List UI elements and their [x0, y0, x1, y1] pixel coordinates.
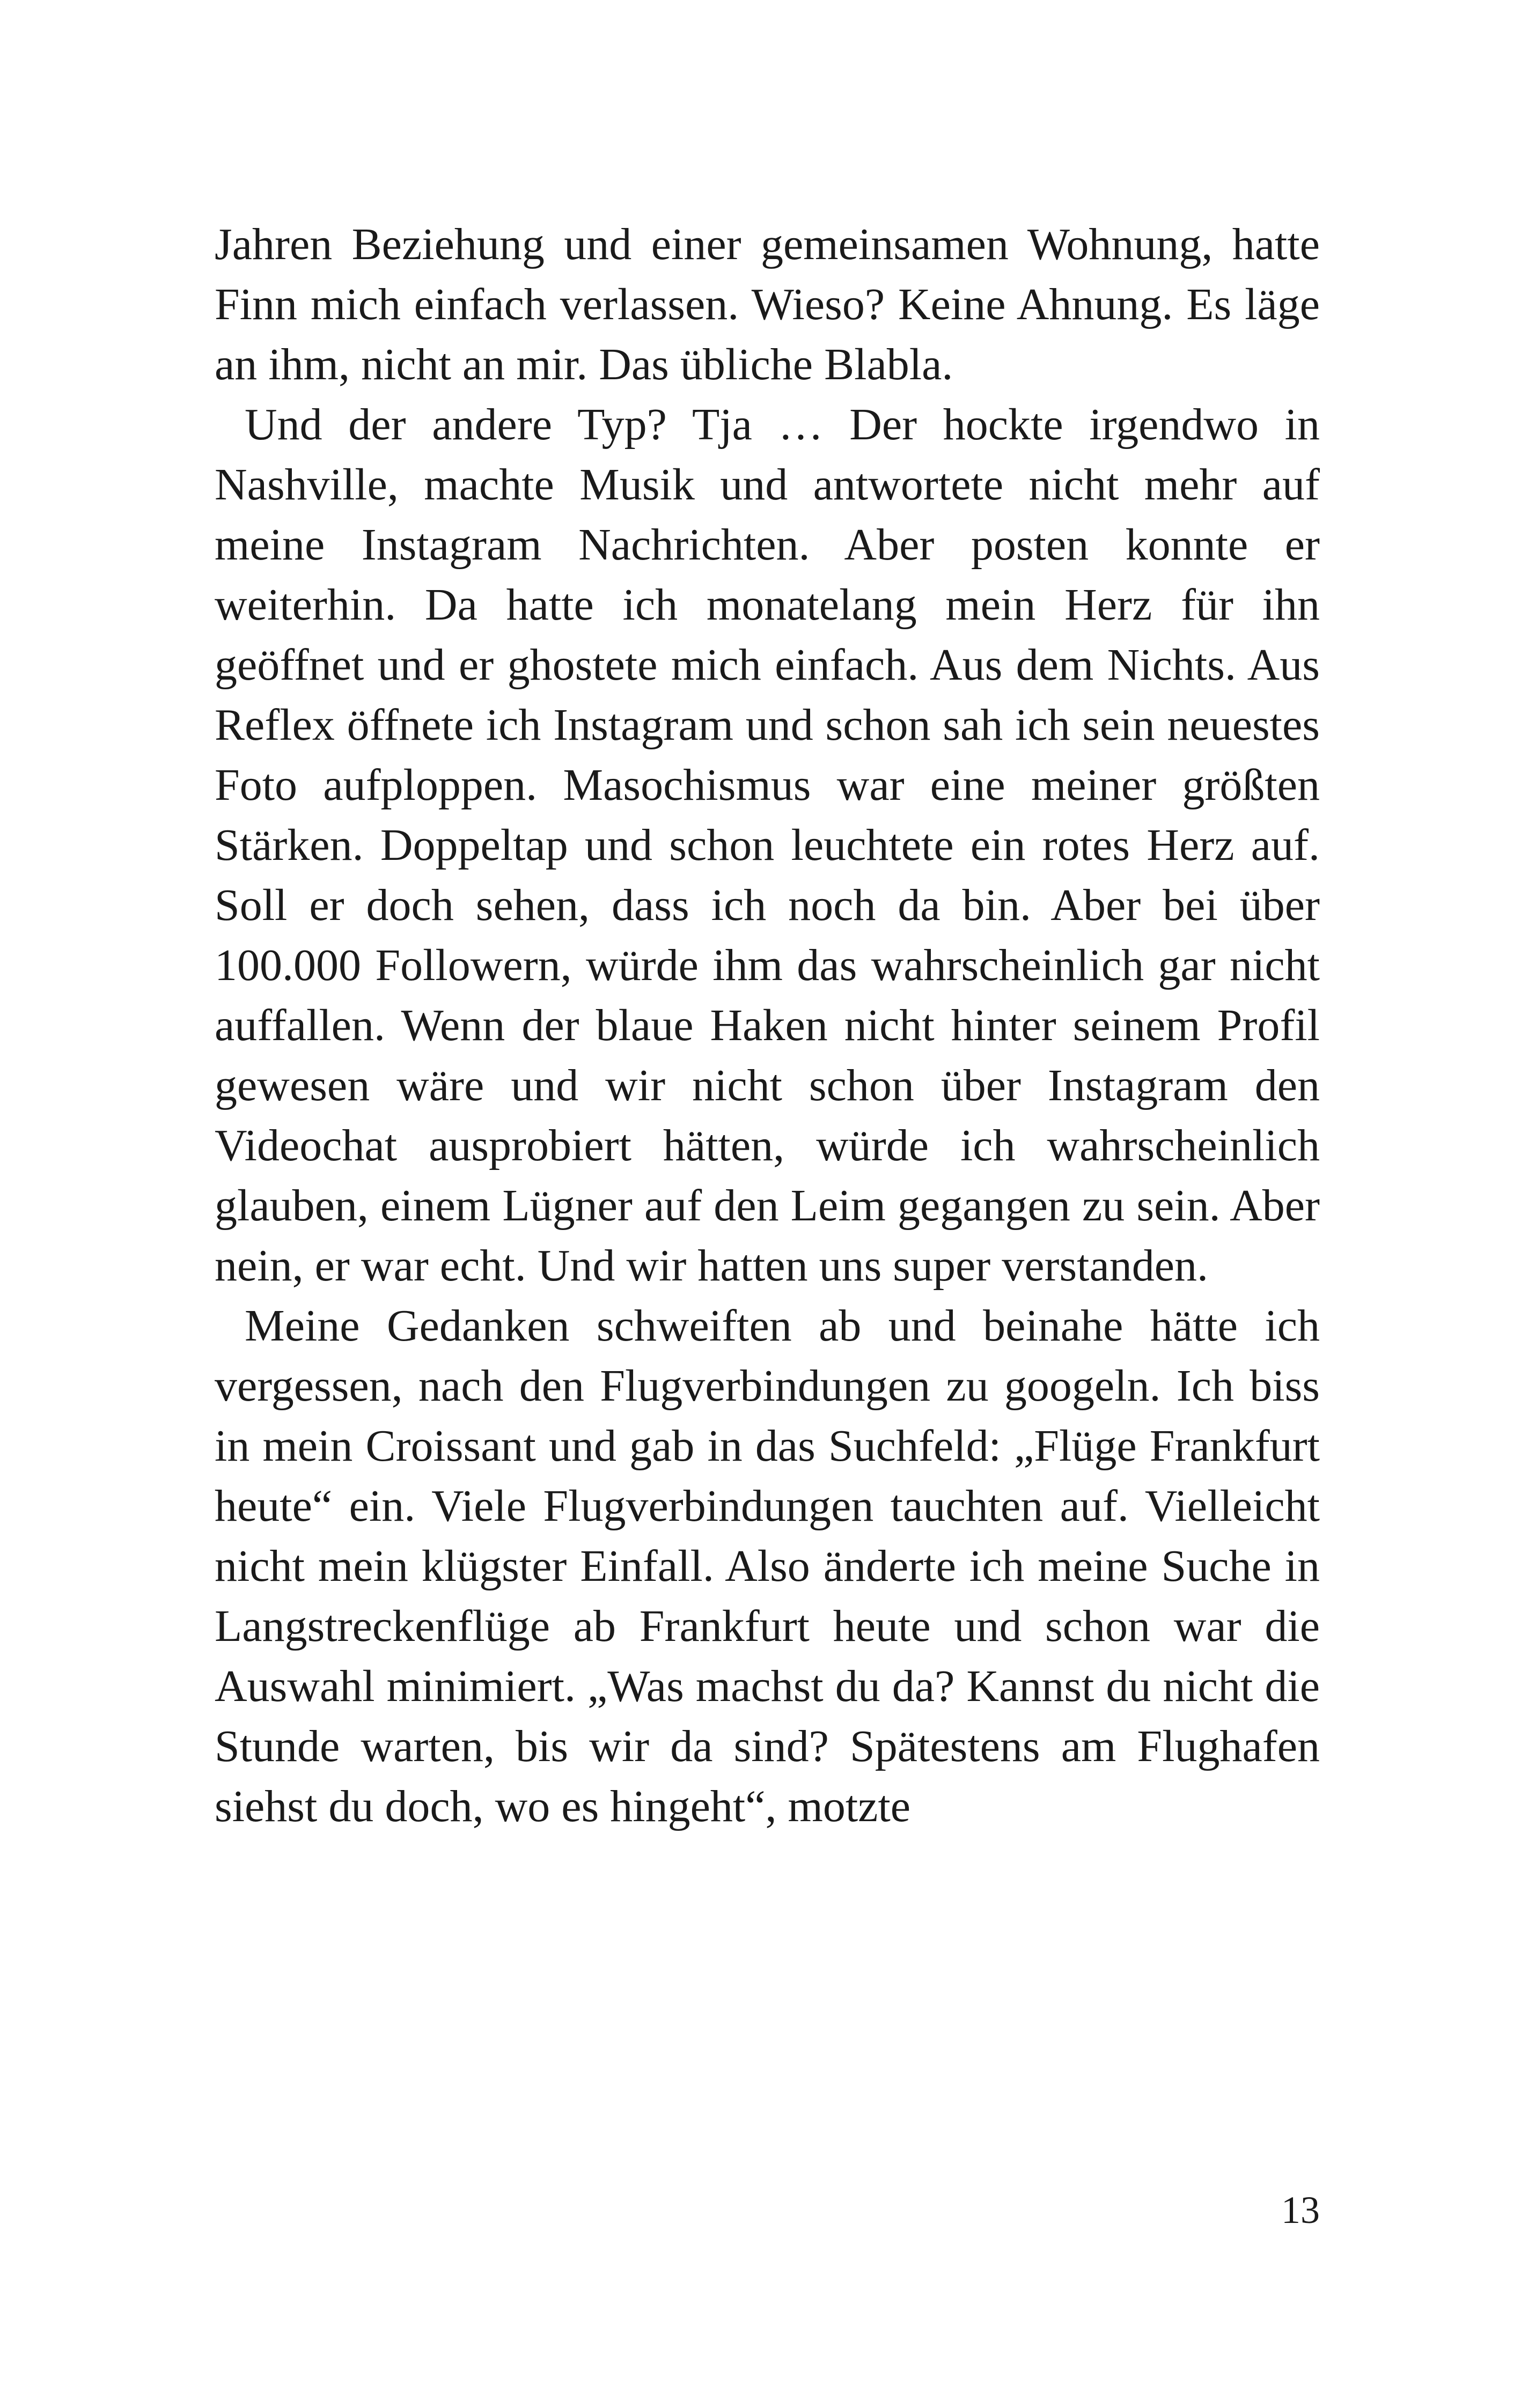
paragraph-instagram: Und der andere Typ? Tja … Der hockte irgendwo in Nashville, machte Musik und antwortete nicht mehr auf meine Instagram Nachrichten. Aber posten konnte er weiterhin. Da hatte ich monatelang mein Herz für ihn geöffnet und er ghostete mich einfach. Aus dem Nichts. Aus Reflex öffnete ich Instagram und schon sah ich sein neuestes Foto aufploppen. Masochismus war eine meiner größten Stärken. Doppeltap und schon leuchtete ein rotes Herz auf. Soll er doch sehen, dass ich noch da bin. Aber bei über 100.000 Followern, würde ihm das wahrscheinlich gar nicht auffallen. Wenn der blaue Haken nicht hinter seinem Profil gewesen wäre und wir nicht schon über Instagram den Videochat ausprobiert hätten, würde ich wahrscheinlich glauben, einem Lügner auf den Leim gegangen zu sein. Aber nein, er war echt. Und wir hatten uns super verstanden. [215, 400, 1320, 1291]
paragraph-continued: Jahren Beziehung und einer gemeinsamen Wohnung, hatte Finn mich einfach verlassen. Wieso? Keine Ahnung. Es läge an ihm, nicht an mir. Das übliche Blabla. [215, 219, 1320, 389]
body-text [215, 215, 1320, 1837]
page-number: 13 [1281, 2189, 1320, 2232]
paragraph-flights: Meine Gedanken schweiften ab und beinahe hätte ich vergessen, nach den Flugverbindungen zu googeln. Ich biss in mein Croissant und gab in das Suchfeld: „Flüge Frankfurt heute“ ein. Viele Flugverbindungen tauchten auf. Vielleicht nicht mein klügster Einfall. Also änderte ich meine Suche in Langstreckenflüge ab Frankfurt heute und schon war die Auswahl minimiert. „Was machst du da? Kannst du nicht die Stunde warten, bis wir da sind? Spätestens am Flughafen siehst du doch, wo es hingeht“, motzte [215, 1301, 1320, 1831]
